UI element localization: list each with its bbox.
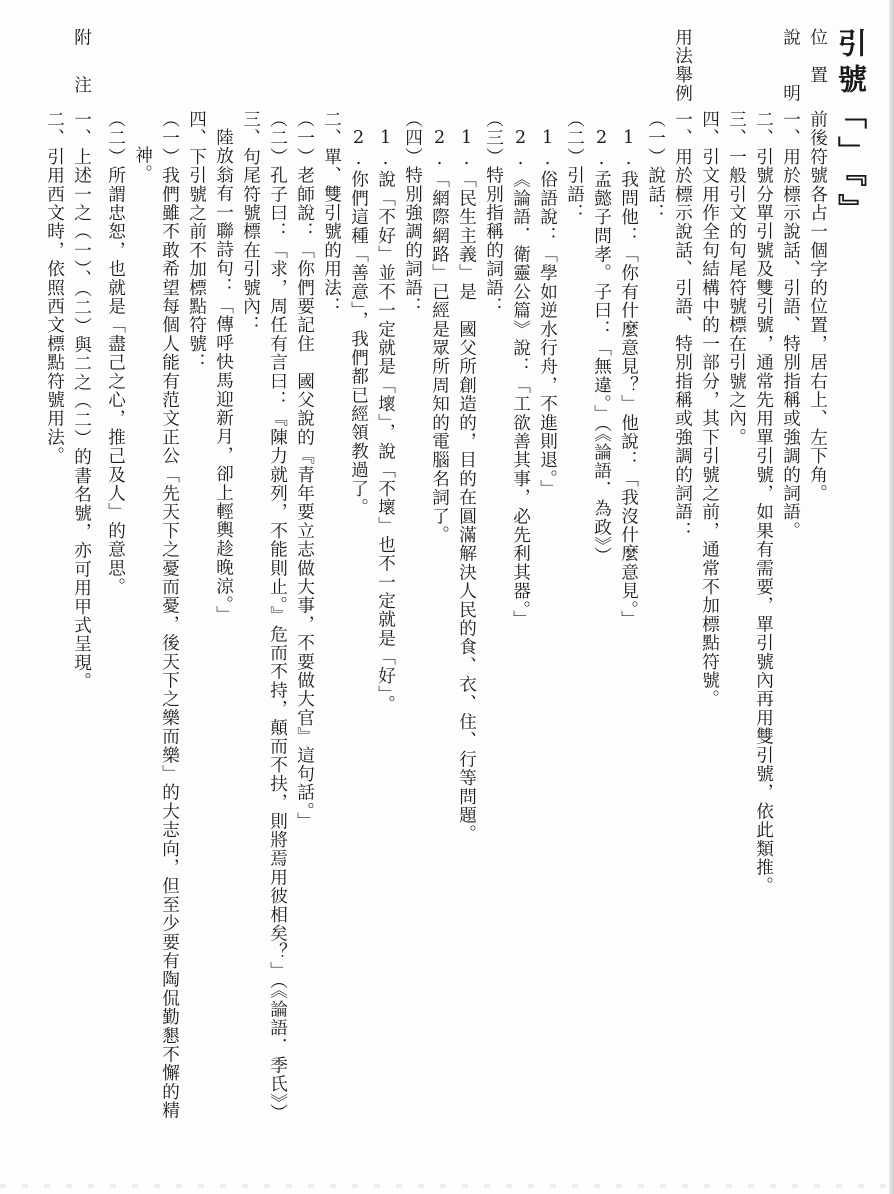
explanation-item-4: 四、引文用作全句結構中的一部分，其下引號之前，通常不加標點符號。: [699, 110, 720, 709]
explanation-label: 說 明: [780, 28, 801, 103]
usage-line: 2.你們這種「善意」，我們都已經領教過了。: [348, 128, 369, 517]
scan-artifact: [0, 1184, 894, 1188]
usage-line: 2.《論語．衛靈公篇》說：「工欲善其事，必先利其器。」: [510, 128, 531, 629]
usage-line: 二、單、雙引號的用法：: [321, 110, 342, 316]
usage-line: 1.我問他：「你有什麼意見？」他說：「我沒什麼意見。」: [618, 128, 639, 629]
usage-line: 一、用於標示說話、引語、特別指稱或強調的詞語：: [672, 110, 693, 541]
usage-line: 2.「網際網路」已經是眾所周知的電腦名詞了。: [429, 128, 450, 545]
explanation-item-3: 三、一般引文的句尾符號標在引號之內。: [726, 110, 747, 447]
page-edge-shadow: [889, 0, 894, 1194]
usage-line: （四）特別強調的詞語：: [402, 110, 423, 316]
usage-line: （二）引語：: [564, 110, 585, 223]
usage-line: 1.說「不好」並不一定就是「壞」，說「不壞」也不一定就是「好」。: [375, 128, 396, 714]
usage-line: （二）孔子曰：「求，周任有言曰：『陳力就列，不能則止。』危而不持，顛而不扶，則將焉用彼相矣？」（《論語．季氏》）: [267, 110, 288, 1122]
note-line: 一、上述一之（一）、（二）與二之（二）的書名號，亦可用甲式呈現。: [71, 110, 92, 691]
usage-line: 三、句尾符號標在引號內：: [240, 110, 261, 335]
position-label: 位 置: [807, 28, 828, 85]
note-line: 二、引用西文時，依照西文標點符號用法。: [44, 110, 65, 466]
explanation-item-1: 一、用於標示說話、引語、特別指稱或強調的詞語。: [780, 110, 801, 541]
usage-line: （一）老師說：「你們要記住 國父說的『青年要立志做大事，不要做大官』這句話。」: [294, 110, 315, 831]
usage-line: 神。: [132, 146, 153, 184]
usage-line: （一）我們雖不敢希望每個人能有范文正公「先天下之憂而憂，後天下之樂而樂」的大志向，但至少要有陶侃勤懇不懈的精: [159, 110, 180, 1120]
usage-heading: 用法舉例: [672, 28, 693, 103]
usage-line: 陸放翁有一聯詩句：「傳呼快馬迎新月，卻上輕輿趁晚涼。」: [213, 128, 234, 625]
page-title: 引號「」『』: [834, 28, 868, 230]
position-text: 前後符號各占一個字的位置，居右上、左下角。: [807, 110, 828, 503]
usage-line: 四、下引號之前不加標點符號：: [186, 110, 207, 372]
explanation-item-2: 二、引號分單引號及雙引號，通常先用單引號，如果有需要，單引號內再用雙引號，依此類推。: [753, 110, 774, 896]
usage-line: （三）特別指稱的詞語：: [483, 110, 504, 316]
usage-line: 1.「民生主義」是 國父所創造的，目的在圓滿解決人民的食、衣、住、行等問題。: [456, 128, 477, 844]
usage-line: 2.孟懿子問孝。子曰：「無違。」（《論語．為政》）: [591, 128, 612, 566]
usage-line: 1.俗語說：「學如逆水行舟，不進則退。」: [537, 128, 558, 498]
usage-line: （二）所謂忠恕，也就是「盡己之心，推己及人」的意思。: [105, 110, 126, 597]
notes-heading: 附注: [71, 28, 92, 124]
usage-line: （一）說話：: [645, 110, 666, 223]
